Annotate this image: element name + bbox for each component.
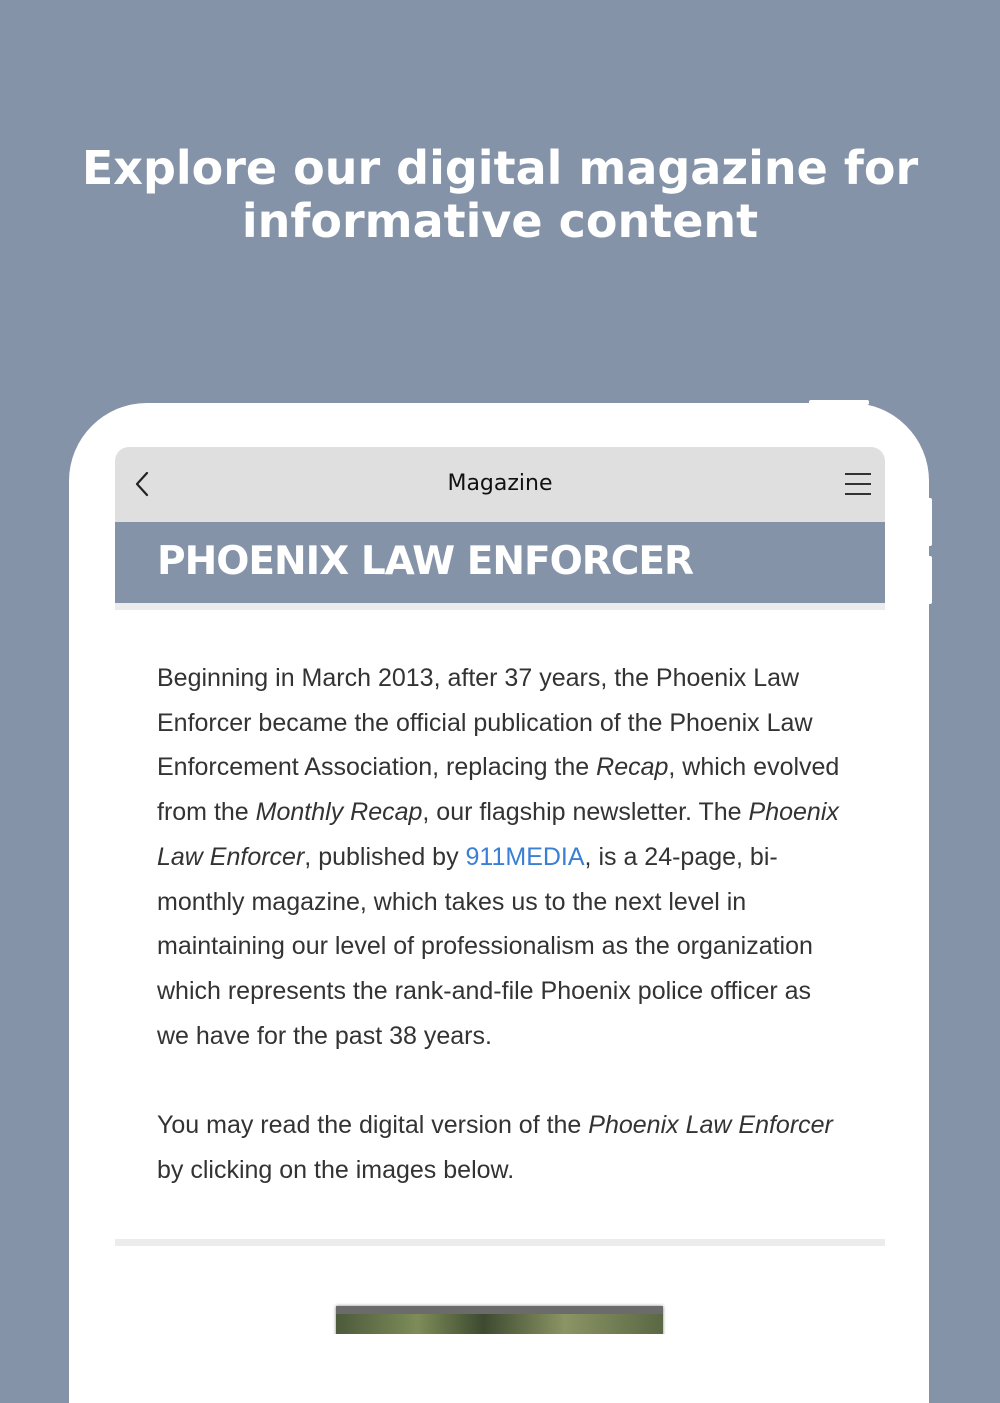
menu-button[interactable] xyxy=(845,473,871,495)
banner-divider xyxy=(115,603,885,610)
nav-title: Magazine xyxy=(447,471,553,496)
article-body xyxy=(157,656,847,1193)
read-instructions-paragraph: You may read the digital version of the Phoenix Law Enforcer by clicking on the images below. xyxy=(157,1111,833,1185)
section-divider xyxy=(115,1239,885,1246)
page-title: PHOENIX LAW ENFORCER xyxy=(157,539,694,584)
magazine-cover-thumbnail[interactable] xyxy=(336,1306,663,1334)
page-banner xyxy=(115,522,885,603)
app-screen xyxy=(115,447,885,1334)
hamburger-menu-icon xyxy=(845,473,871,475)
intro-paragraph: Beginning in March 2013, after 37 years, the Phoenix Law Enforcer became the official publication of the Phoenix Law Enforcement Association, replacing the Recap, which evolved from the Monthly Recap, our flagship newsletter. The Phoenix Law Enforcer, published by 911MEDIA, is a 24-page, bi-monthly magazine, which takes us to the next level in maintaining our level of professionalism as the organization which represents the rank-and-file Phoenix police officer as we have for the past 38 years. xyxy=(157,664,840,1050)
911media-link[interactable]: 911MEDIA xyxy=(465,842,585,871)
device-power-button xyxy=(809,400,869,405)
promo-headline-line1: Explore our digital magazine for xyxy=(81,141,919,195)
navigation-bar xyxy=(115,447,885,522)
promo-headline xyxy=(0,142,1000,248)
promo-headline-line2: informative content xyxy=(241,194,759,248)
device-volume-up-button xyxy=(927,498,932,546)
device-volume-down-button xyxy=(927,556,932,604)
